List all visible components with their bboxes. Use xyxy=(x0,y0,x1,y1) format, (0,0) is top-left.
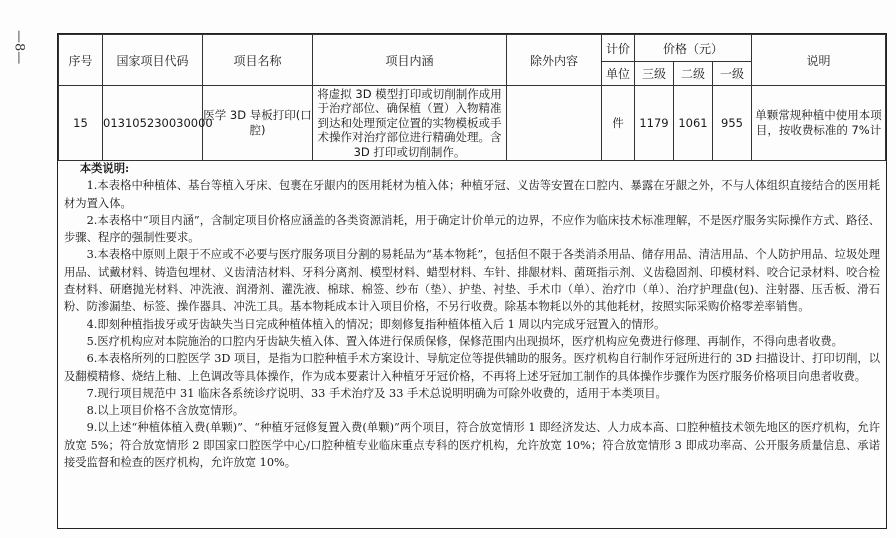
header-price: 价格（元） xyxy=(635,35,752,62)
cell-level3: 1179 xyxy=(635,86,674,161)
note-item: 1.本表格中种植体、基台等植入牙床、包裹在牙龈内的医用耗材为植入体；种植牙冠、义齿等安置在口腔内、暴露在牙龈之外，不与人体组织直接结合的医用耗材为置入体。 xyxy=(64,179,880,210)
page-number xyxy=(8,30,30,68)
header-note: 说明 xyxy=(752,35,886,86)
page-number-text: —8— xyxy=(11,30,27,65)
note-item: 7.现行项目规范中 31 临床各系统诊疗说明、33 手术治疗及 33 手术总说明明确为可除外收费的，适用于本类项目。 xyxy=(86,386,667,400)
cell-name: 医学 3D 导板打印(口腔) xyxy=(203,86,313,161)
fee-table xyxy=(58,34,886,161)
cell-unit: 件 xyxy=(602,86,635,161)
header-level3: 三级 xyxy=(635,62,674,86)
cell-note: 单颗常规种植中使用本项目，按收费标准的 7%计 xyxy=(752,86,886,161)
cell-level2: 1061 xyxy=(674,86,713,161)
header-level2: 二级 xyxy=(674,62,713,86)
note-item: 6.本表格所列的口腔医学 3D 项目，是指为口腔种植手术方案设计、导航定位等提供辅助的服务。医疗机构自行制作牙冠所进行的 3D 扫描设计、打印切削，以及翻模精修、烧结上釉、上色调改等具体操作，作为成本要素计入种植牙牙冠价格，不再将上述牙冠加工制作的具体操作步骤作为医疗服务价格项目向患者收费。 xyxy=(64,352,880,383)
header-name: 项目名称 xyxy=(203,35,313,86)
notes-title: 本类说明: xyxy=(79,161,130,175)
category-notes xyxy=(64,160,880,471)
cell-exclude xyxy=(507,86,602,161)
note-item: 8.以上项目价格不含放宽情形。 xyxy=(86,404,245,418)
table-header-row xyxy=(59,35,886,62)
table-row xyxy=(59,86,886,161)
cell-code: 013105230030000 xyxy=(103,86,203,161)
document-sheet xyxy=(57,33,887,529)
header-level1: 一级 xyxy=(713,62,752,86)
header-unit-top: 计价 xyxy=(602,35,635,62)
note-item: 2.本表格中“项目内涵”，含制定项目价格应涵盖的各类资源消耗，用于确定计价单元的边界，不应作为临床技术标准理解，不是医疗服务实际操作方式、路径、步骤、程序的强制性要求。 xyxy=(64,213,880,245)
note-item: 4.即刻种植指拔牙或牙齿缺失当日完成种植体植入的情况；即刻修复指种植体植入后 1 周以内完成牙冠置入的情形。 xyxy=(86,317,666,331)
header-code: 国家项目代码 xyxy=(103,35,203,86)
header-unit-bottom: 单位 xyxy=(602,62,635,86)
header-exclude: 除外内容 xyxy=(507,35,602,86)
header-content: 项目内涵 xyxy=(313,35,507,86)
cell-seq: 15 xyxy=(59,86,103,161)
cell-level1: 955 xyxy=(713,86,752,161)
note-item: 3.本表格中原则上限于不应或不必要与医疗服务项目分割的易耗品为“基本物耗”，包括但不限于各类消杀用品、储存用品、清洁用品、个人防护用品、垃圾处理用品、试戴材料、铸造包埋材、义齿清洁材料、牙科分离剂、模型材料、蜡型材料、车针、排龈材料、菌斑指示剂、义齿稳固剂、印模材料、咬合记录材料、咬合检查材料、研磨抛光材料、冲洗液、润滑剂、灌洗液、棉球、棉签、纱布（垫）、护垫、衬垫、手术巾（单）、治疗巾（单）、治疗护理盘(包)、注射器、压舌板、滑石粉、防渗漏垫、标签、操作器具、冲洗工具。基本物耗成本计入项目价格，不另行收费。除基本物耗以外的其他耗材，按照实际采购价格零差率销售。 xyxy=(64,248,880,314)
header-seq: 序号 xyxy=(59,35,103,86)
cell-content: 将虚拟 3D 模型打印或切削制作成用于治疗部位、确保植（置）入物精准到达和处理预定位置的实物模板或手术操作对治疗部位进行精确处理。含 3D 打印或切削制作。 xyxy=(313,86,507,161)
note-item: 5.医疗机构应对本院施治的口腔内牙齿缺失植入体、置入体进行保质保修，保修范围内出现损坏，医疗机构应免费进行修理、再制作，不得向患者收费。 xyxy=(86,334,843,348)
note-item: 9.以上述“种植体植入费(单颗)”、“种植牙冠修复置入费(单颗)”两个项目，符合放宽情形 1 即经济发达、人力成本高、口腔种植技术领先地区的医疗机构，允许放宽 5%；符合放宽情形 2 即国家口腔医学中心/口腔种植专业临床重点专科的医疗机构，允许放宽 10%；符合放宽情形 3 即成功率高、公开服务质量信息、承诺接受监督和检查的医疗机构，允许放宽 10%。 xyxy=(64,421,880,470)
